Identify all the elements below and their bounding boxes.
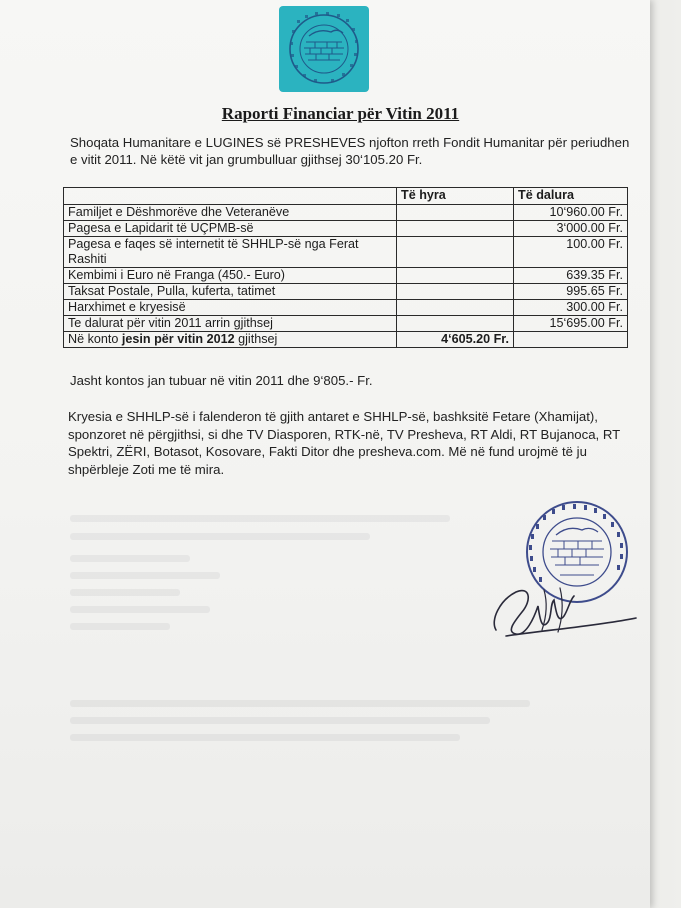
row-income	[397, 221, 514, 237]
signature	[486, 560, 646, 650]
balance-label-suffix: gjithsej	[234, 332, 278, 346]
table-row	[64, 316, 628, 332]
balance-expense	[514, 332, 628, 348]
row-label: Kembimi i Euro në Franga (450.- Euro)	[64, 268, 397, 284]
row-expense: 995.65 Fr.	[514, 284, 628, 300]
table-row	[64, 300, 628, 316]
row-expense: 3‘000.00 Fr.	[514, 221, 628, 237]
table-balance-row	[64, 332, 628, 348]
report-title: Raporti Financiar për Vitin 2011	[221, 104, 460, 123]
balance-label-bold: jesin për vitin 2012	[121, 332, 235, 346]
header-income: Të hyra	[397, 188, 514, 205]
table-row	[64, 268, 628, 284]
financial-table	[63, 187, 628, 348]
row-expense: 10‘960.00 Fr.	[514, 205, 628, 221]
balance-income: 4‘605.20 Fr.	[397, 332, 514, 348]
row-income	[397, 300, 514, 316]
row-label: Taksat Postale, Pulla, kuferta, tatimet	[64, 284, 397, 300]
row-expense: 639.35 Fr.	[514, 268, 628, 284]
table-header-row	[64, 188, 628, 205]
row-label: Te dalurat për vitin 2011 arrin gjithsej	[64, 316, 397, 332]
balance-label-prefix: Në konto	[68, 332, 122, 346]
organization-logo	[279, 6, 369, 92]
balance-label	[64, 332, 397, 348]
row-label: Harxhimet e kryesisë	[64, 300, 397, 316]
row-label: Pagesa e Lapidarit të UÇPMB-së	[64, 221, 397, 237]
row-income	[397, 205, 514, 221]
row-expense: 300.00 Fr.	[514, 300, 628, 316]
row-expense: 15‘695.00 Fr.	[514, 316, 628, 332]
table-row	[64, 284, 628, 300]
row-income	[397, 268, 514, 284]
table-row	[64, 237, 628, 268]
table-row	[64, 205, 628, 221]
header-expenses: Të dalura	[514, 188, 628, 205]
row-income	[397, 237, 514, 268]
row-label: Familjet e Dëshmorëve dhe Veteranëve	[64, 205, 397, 221]
closing-paragraph: Kryesia e SHHLP-së i falenderon të gjith antaret e SHHLP-së, bashksitë Fetare (Xhamijat), sponzoret në përgjithsi, si dhe TV Diasporen, RTK-në, TV Presheva, RT Aldi, RT Bujanoca, RT Spektri, ZËRI, Botasot, Kosovare, Fakti Ditor dhe presheva.com. Më në fund urojmë të ju shpërbleje Zoti me të mira.	[68, 409, 620, 477]
row-income	[397, 316, 514, 332]
row-label: Pagesa e faqes së internetit të SHHLP-së nga Ferat Rashiti	[64, 237, 397, 268]
intro-paragraph: Shoqata Humanitare e LUGINES së PRESHEVES njofton rreth Fondit Humanitar për periudhen e vitit 2011. Në këtë vit jan grumbulluar gjithsej 30‘105.20 Fr.	[70, 135, 630, 167]
row-income	[397, 284, 514, 300]
table-row	[64, 221, 628, 237]
outside-account-note: Jasht kontos jan tubuar në vitin 2011 dhe 9‘805.- Fr.	[70, 373, 373, 388]
row-expense: 100.00 Fr.	[514, 237, 628, 268]
header-label	[64, 188, 397, 205]
